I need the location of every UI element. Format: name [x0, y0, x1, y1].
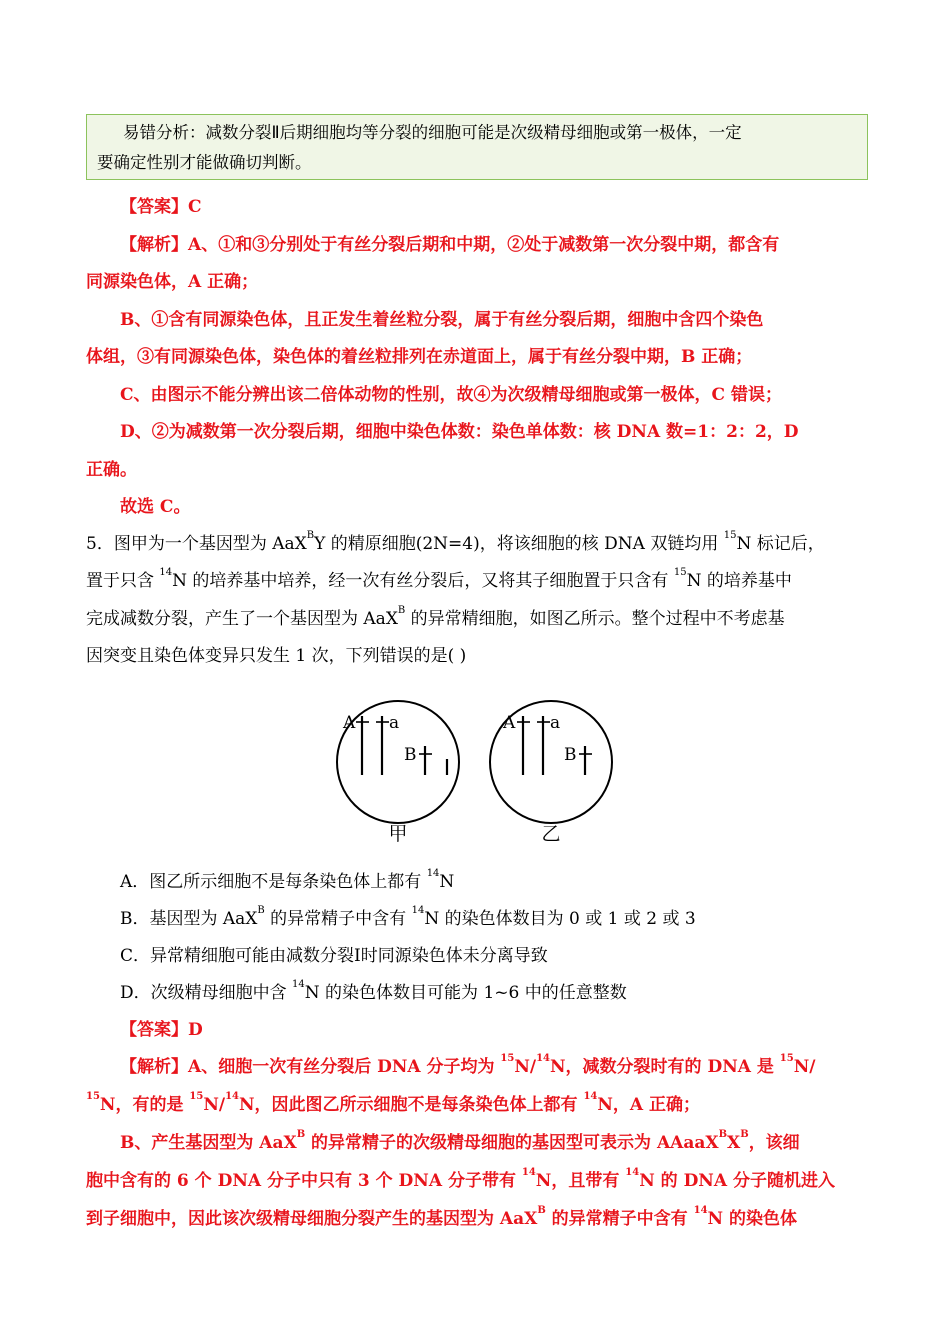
- q4-analysis-a-line2: 同源染色体，A 正确；: [86, 272, 259, 292]
- q5-option-c: C．异常精细胞可能由减数分裂Ⅰ时同源染色体未分离导致: [120, 946, 548, 966]
- cell-diagram: [326, 700, 626, 845]
- q4-analysis-b-line2: 体组，③有同源染色体，染色体的着丝粒排列在赤道面上，属于有丝分裂中期，B 正确；: [86, 347, 753, 367]
- note-line-1: 易错分析：减数分裂Ⅱ后期细胞均等分裂的细胞可能是次级精母细胞或第一极体，一定: [123, 123, 742, 142]
- q4-analysis-c-line: C、由图示不能分辨出该二倍体动物的性别，故④为次级精母细胞或第一极体，C 错误；: [120, 385, 782, 405]
- error-analysis-note: [86, 114, 868, 180]
- gene-label-B: B: [404, 745, 417, 765]
- q4-analysis-d-line1: D、②为减数第一次分裂后期，细胞中染色体数：染色单体数：核 DNA 数=1：2：2，D: [120, 422, 799, 442]
- gene-label-A: A: [503, 713, 516, 733]
- q5-stem-line3: 完成减数分裂，产生了一个基因型为 AaX$^B$ 的异常精细胞，如图乙所示。整个过程中不考虑基: [86, 605, 785, 629]
- q4-analysis-a-line1: 【解析】A、①和③分别处于有丝分裂后期和中期，②处于减数第一次分裂中期，都含有: [120, 235, 780, 255]
- gene-label-B: B: [564, 745, 577, 765]
- q5-stem-line1: 5．图甲为一个基因型为 AaX$^B$Y 的精原细胞(2N=4)，将该细胞的核 DNA 双链均用 $^{15}$N 标记后，: [86, 530, 825, 554]
- gene-label-a: a: [389, 713, 400, 733]
- q5-stem-line4: 因突变且染色体变异只发生 1 次，下列错误的是( ): [86, 646, 467, 666]
- q5-analysis-b-line3: 到子细胞中，因此该次级精母细胞分裂产生的基因型为 AaX$^B$ 的异常精子中含有 $^{14}$N 的染色体: [86, 1205, 797, 1229]
- q5-option-d: D．次级精母细胞中含 $^{14}$N 的染色体数目可能为 1~6 中的任意整数: [120, 979, 627, 1003]
- cell-jia: [337, 701, 459, 845]
- q5-analysis-a-line1: 【解析】A、细胞一次有丝分裂后 DNA 分子均为 $^{15}$N/$^{14}$N，减数分裂时有的 DNA 是 $^{15}$N/: [120, 1053, 816, 1077]
- q5-analysis-b-line1: B、产生基因型为 AaX$^B$ 的异常精子的次级精母细胞的基因型可表示为 $AAaaX^BX^B$，该细: [120, 1129, 800, 1153]
- q4-analysis-b-line1: B、①含有同源染色体，且正发生着丝粒分裂，属于有丝分裂后期，细胞中含四个染色: [120, 310, 764, 330]
- q4-analysis-d-line2: 正确。: [86, 460, 137, 480]
- q5-analysis-b-line2: 胞中含有的 6 个 DNA 分子中只有 3 个 DNA 分子带有 $^{14}$N，且带有 $^{14}$N 的 DNA 分子随机进入: [86, 1167, 835, 1191]
- q4-answer: 【答案】C: [120, 197, 202, 217]
- note-line-2: 要确定性别才能做确切判断。: [97, 153, 312, 172]
- q5-answer: 【答案】D: [120, 1020, 203, 1040]
- cell-jia-label: 甲: [388, 823, 408, 845]
- q5-stem-line2: 置于只含 $^{14}$N 的培养基中培养，经一次有丝分裂后，又将其子细胞置于只含有 $^{15}$N 的培养基中: [86, 567, 792, 591]
- q5-analysis-a-line2: $^{15}$N，有的是 $^{15}$N/$^{14}$N，因此图乙所示细胞不是每条染色体上都有 $^{14}$N，A 正确；: [86, 1091, 701, 1115]
- gene-label-A: A: [343, 713, 356, 733]
- q5-option-a: A．图乙所示细胞不是每条染色体上都有 $^{14}$N: [120, 868, 455, 892]
- cell-yi-label: 乙: [541, 823, 561, 845]
- cell-yi: [490, 701, 612, 845]
- q4-conclusion: 故选 C。: [120, 497, 191, 517]
- gene-label-a: a: [550, 713, 561, 733]
- q5-option-b: B．基因型为 AaX$^B$ 的异常精子中含有 $^{14}$N 的染色体数目为 0 或 1 或 2 或 3: [120, 905, 696, 929]
